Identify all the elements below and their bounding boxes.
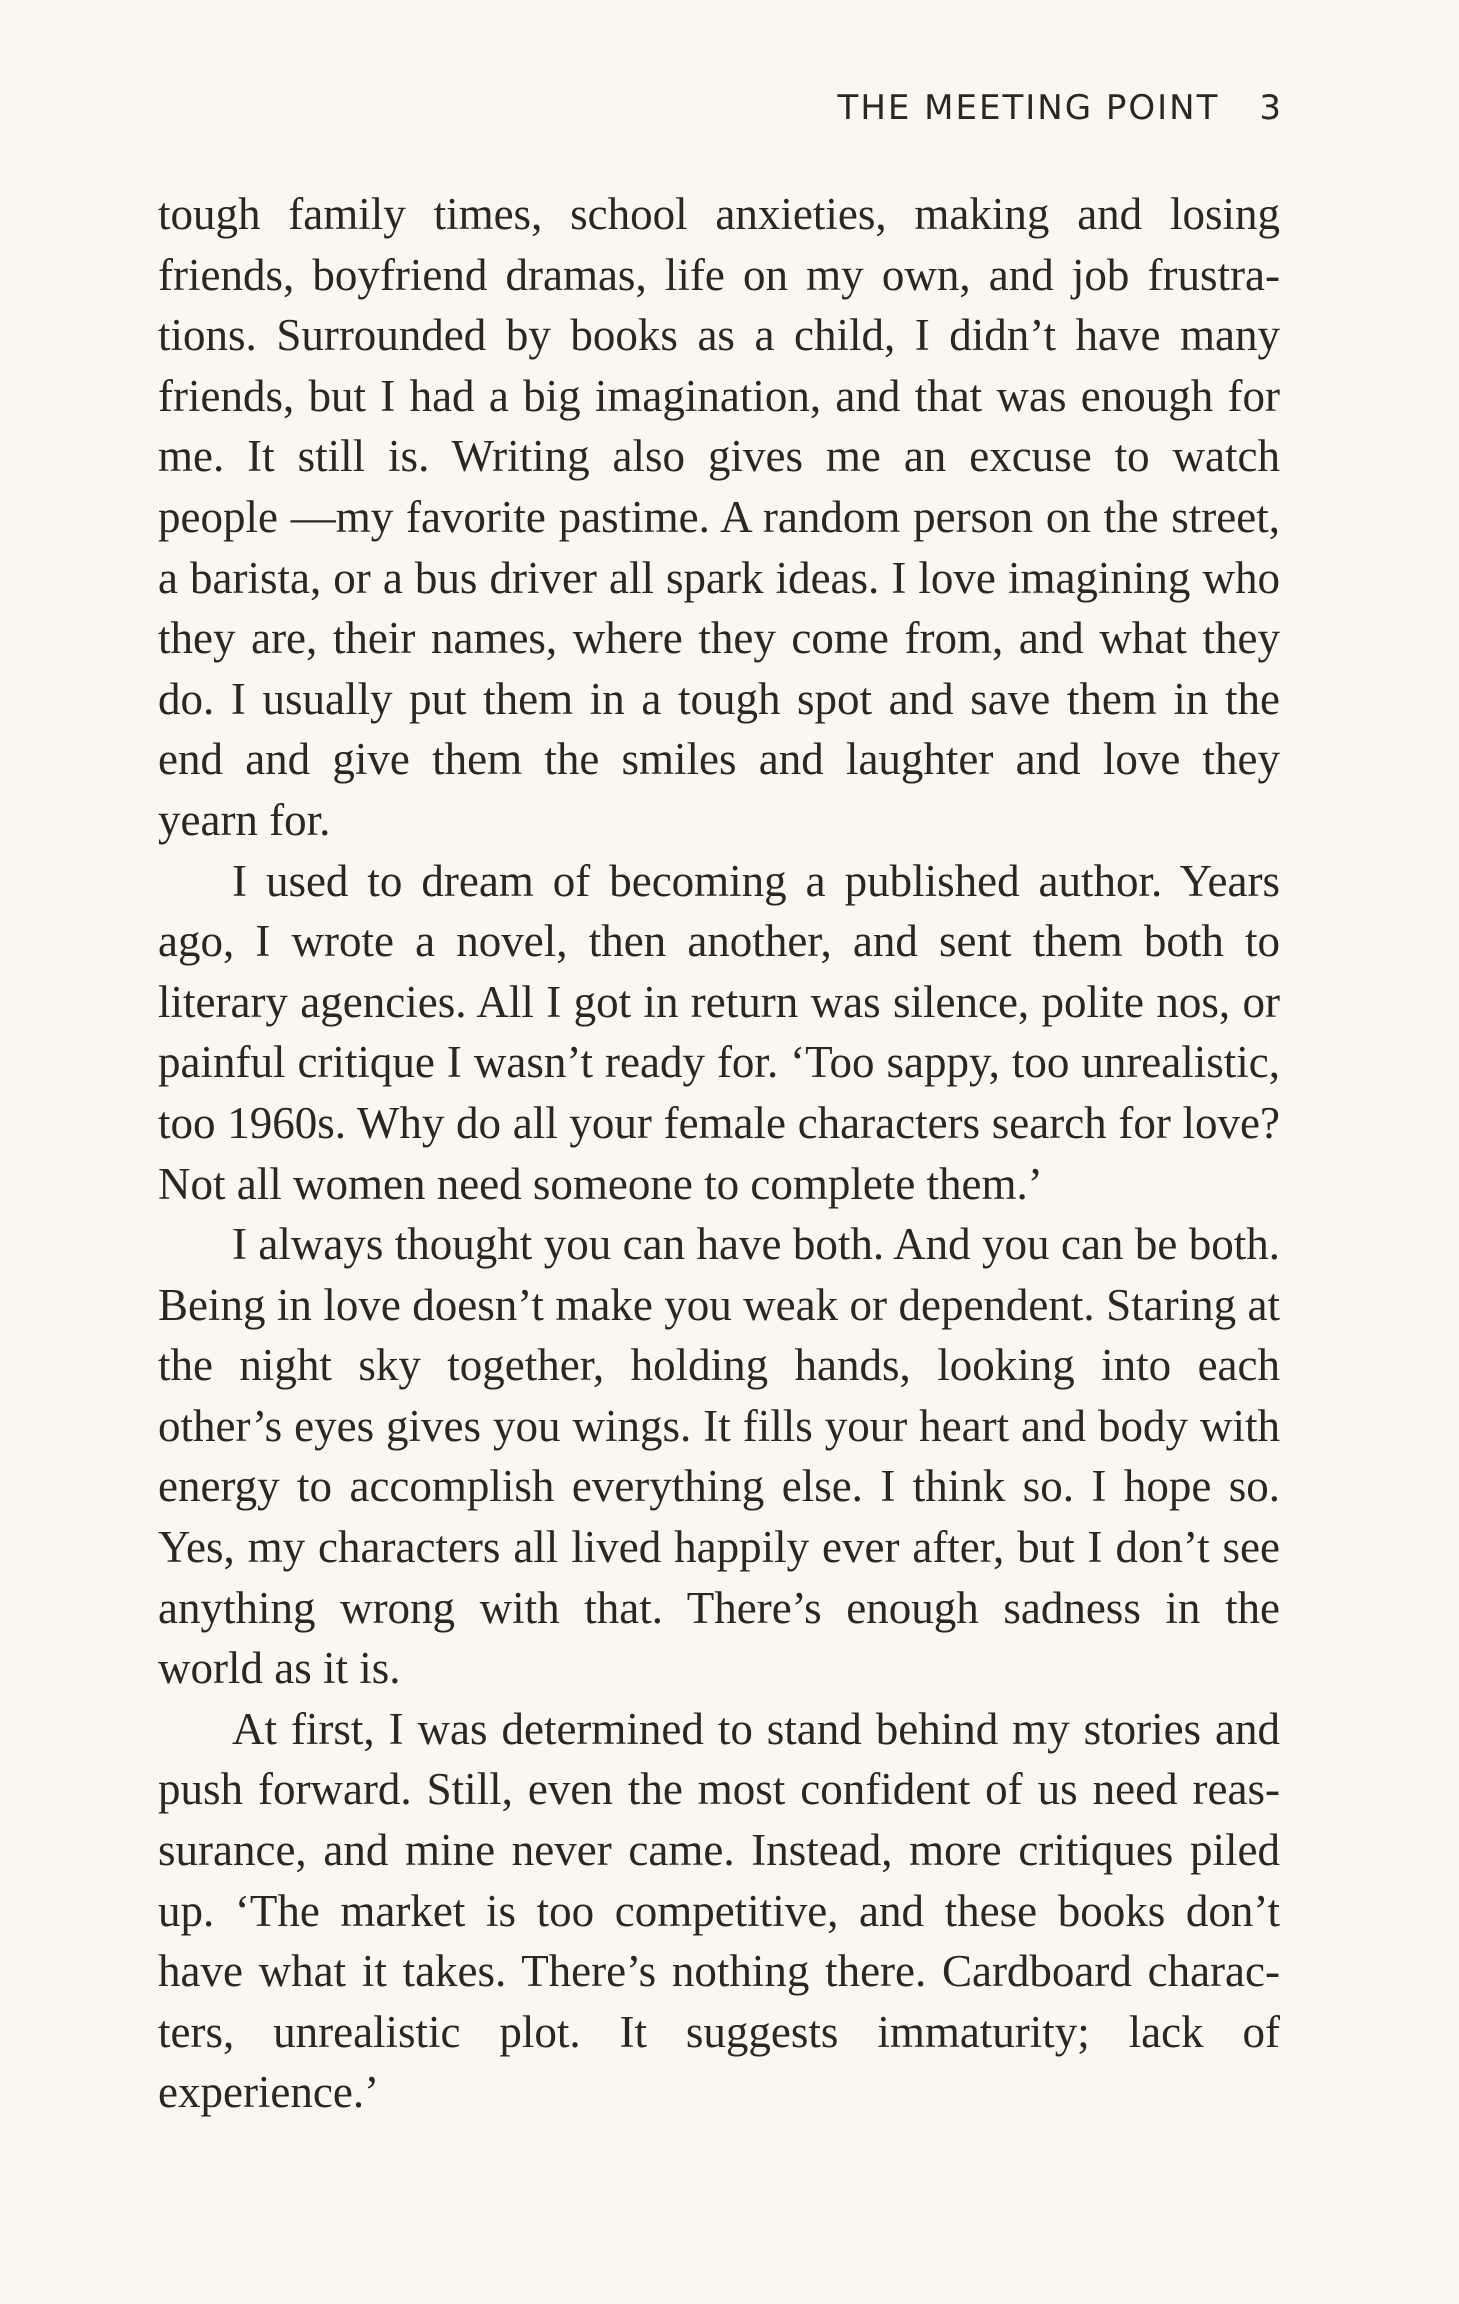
paragraph-continued: tough family times, school anxieties, making and losing friends, boyfriend dramas, life on my own, and job frustrations. Surrounded by books as a child, I didn’t have many friends, but I had a big imagination, and that was enough for me. It still is. Writing also gives me an excuse to watch people —my favorite pastime. A random person on the street, a barista, or a bus driver all spark ideas. I love imagining who they are, their names, where they come from, and what they do. I usually put them in a tough spot and save them in the end and give them the smiles and laughter and love they yearn for.: [158, 189, 1280, 845]
page-number: 3: [1259, 88, 1283, 128]
body-text: [158, 184, 1280, 2123]
paragraph: At first, I was determined to stand behind my stories and push forward. Still, even the most confident of us need reassurance, and mine never came. Instead, more critiques piled up. ‘The market is too competitive, and these books don’t have what it takes. There’s nothing there. Cardboard characters, unrealistic plot. It suggests immaturity; lack of experience.’: [158, 1703, 1280, 2118]
running-head: [838, 88, 1283, 128]
paragraph: I used to dream of becoming a published author. Years ago, I wrote a novel, then another, and sent them both to literary agencies. All I got in return was silence, polite nos, or painful critique I wasn’t ready for. ‘Too sappy, too unrealistic, too 1960s. Why do all your female characters search for love? Not all women need someone to complete them.’: [158, 855, 1280, 1209]
paragraph: I always thought you can have both. And you can be both. Being in love doesn’t make you weak or dependent. Staring at the night sky together, holding hands, looking into each other’s eyes gives you wings. It fills your heart and body with energy to accomplish everything else. I think so. I hope so. Yes, my characters all lived happily ever after, but I don’t see anything wrong with that. There’s enough sadness in the world as it is.: [158, 1219, 1280, 1694]
running-head-title: THE MEETING POINT: [837, 88, 1220, 128]
